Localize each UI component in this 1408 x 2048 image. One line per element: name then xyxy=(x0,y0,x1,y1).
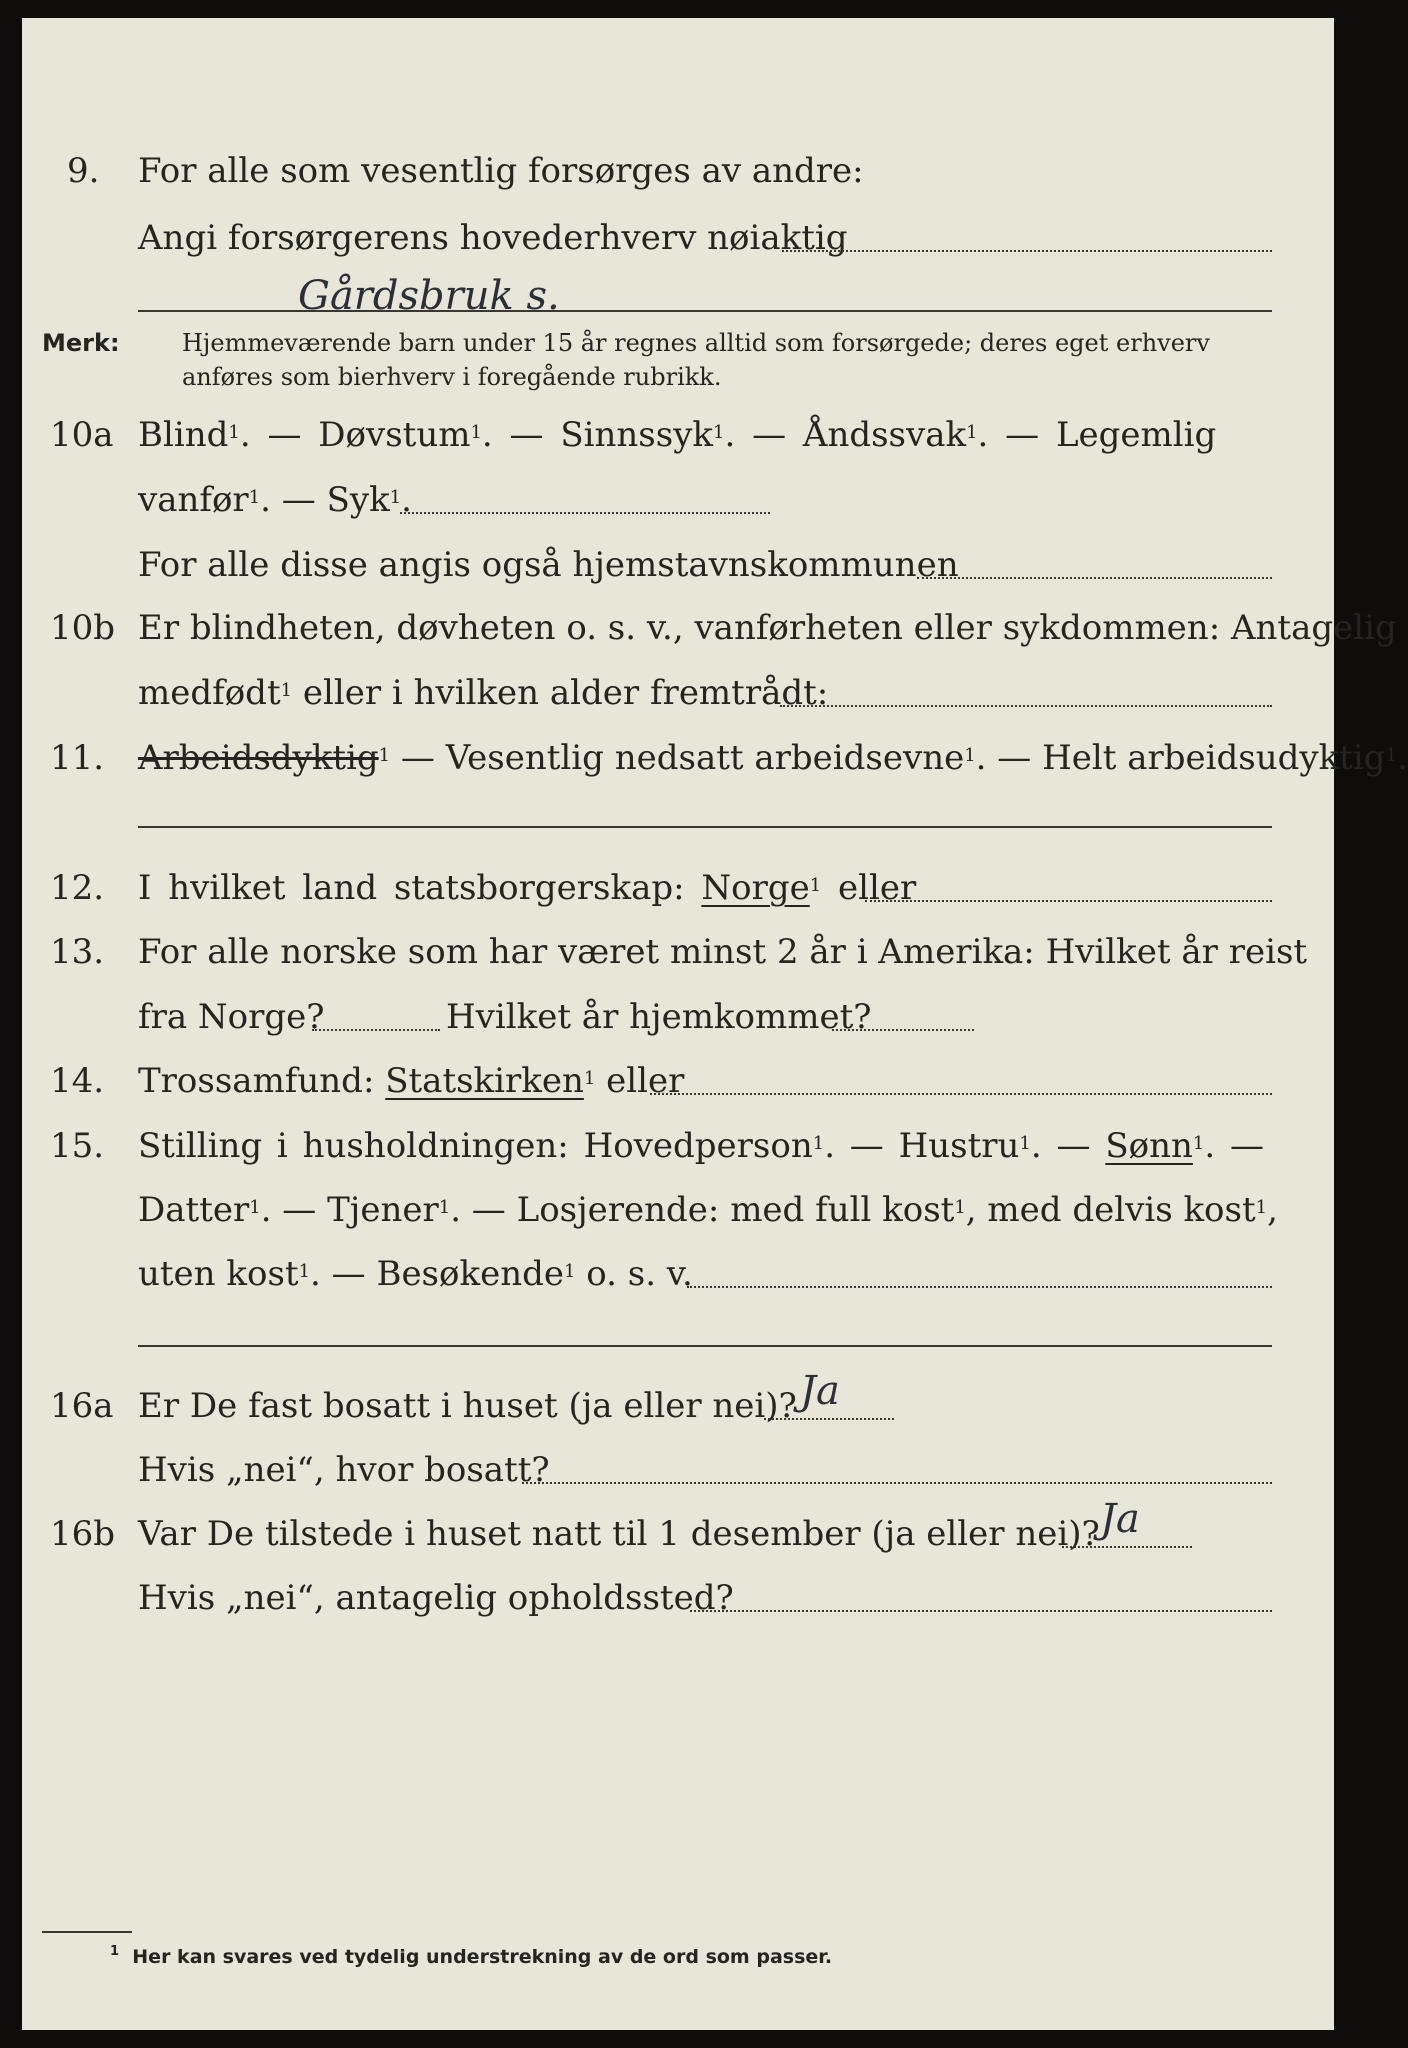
merk-text-1: Hjemmeværende barn under 15 år regnes alltid som forsørgede; deres eget erhverv xyxy=(182,329,1210,357)
footnote: $^1$ Her kan svares ved tydelig understrekning av de ord som passer. xyxy=(110,1944,833,1968)
q15-number: 15. xyxy=(50,1126,105,1166)
q14-line: Trossamfund: Statskirken$^1$ eller xyxy=(138,1061,685,1101)
q12-selected-norge[interactable]: Norge xyxy=(701,868,810,908)
q10a-line3: For alle disse angis også hjemstavnskommunen xyxy=(138,545,959,585)
q10a-number: 10a xyxy=(50,415,114,455)
q16b-number: 16b xyxy=(50,1514,116,1554)
q9-prompt: Angi forsørgerens hovederhverv nøiaktig xyxy=(138,218,848,258)
q16a-bosatt-line[interactable] xyxy=(522,1482,1272,1484)
q10b-answer-line[interactable] xyxy=(780,705,1272,707)
q16b-line2: Hvis „nei“, antagelig opholdssted? xyxy=(138,1578,734,1618)
q15-line3: uten kost$^1$. — Besøkende$^1$ o. s. v. xyxy=(138,1254,693,1294)
q16a-number: 16a xyxy=(50,1386,114,1426)
q13-hjemkommet-line[interactable] xyxy=(832,1029,974,1031)
q10b-number: 10b xyxy=(50,608,116,648)
q12-number: 12. xyxy=(50,868,105,908)
q11-answer-line[interactable] xyxy=(138,826,1272,828)
footnote-rule xyxy=(42,1931,132,1933)
q16a-line2: Hvis „nei“, hvor bosatt? xyxy=(138,1450,550,1490)
q13-line2b: Hvilket år hjemkommet? xyxy=(446,997,872,1037)
q16a-answer-line[interactable] xyxy=(764,1418,894,1420)
q14-selected-statskirken[interactable]: Statskirken xyxy=(385,1061,584,1101)
q16a-line1: Er De fast bosatt i huset (ja eller nei)? xyxy=(138,1386,797,1426)
q10a-line1: Blind$^1$. — Døvstum$^1$. — Sinnssyk$^1$. — Åndssvak$^1$. — Legemlig xyxy=(138,415,1217,455)
q14-number: 14. xyxy=(50,1061,105,1101)
q10a-line2: vanfør$^1$. — Syk$^1$. xyxy=(138,480,412,520)
q15-line2: Datter$^1$. — Tjener$^1$. — Losjerende: med full kost$^1$, med delvis kost$^1$, xyxy=(138,1190,1278,1230)
q9-answer-line[interactable] xyxy=(782,250,1272,252)
census-form-page xyxy=(22,18,1408,2030)
q13-line2a: fra Norge? xyxy=(138,997,325,1037)
q15-line1: Stilling i husholdningen: Hovedperson$^1$. — Hustru$^1$. — Sønn$^1$. — xyxy=(138,1126,1264,1166)
q13-number: 13. xyxy=(50,932,105,972)
q13-line1: For alle norske som har været minst 2 år i Amerika: Hvilket år reist xyxy=(138,932,1308,972)
q9-handwritten-answer: Gårdsbruk s. xyxy=(298,273,560,319)
q11-number: 11. xyxy=(50,738,105,778)
q15-selected-sonn[interactable]: Sønn xyxy=(1105,1126,1193,1166)
q12-line: I hvilket land statsborgerskap: Norge$^1$ eller xyxy=(138,868,917,908)
q11-struck-option[interactable]: Arbeidsdyktig xyxy=(138,738,379,778)
q14-answer-line[interactable] xyxy=(650,1093,1272,1095)
q11-line: Arbeidsdyktig$^1$ — Vesentlig nedsatt arbeidsevne$^1$. — Helt arbeidsudyktig$^1$. xyxy=(138,738,1408,778)
q15-answer-line[interactable] xyxy=(687,1286,1272,1288)
q10a-answer-line[interactable] xyxy=(400,512,770,514)
q10b-line2: medfødt$^1$ eller i hvilken alder fremtrådt: xyxy=(138,673,829,713)
q16b-handwritten-answer: Ja xyxy=(1100,1496,1140,1542)
q9-question: For alle som vesentlig forsørges av andre: xyxy=(138,151,864,191)
q10b-line1: Er blindheten, døvheten o. s. v., vanførheten eller sykdommen: Antagelig xyxy=(138,608,1397,648)
merk-label: Merk: xyxy=(42,329,120,357)
q9-answer-line-2[interactable] xyxy=(138,310,1272,312)
merk-text-2: anføres som bierhverv i foregående rubrikk. xyxy=(182,363,722,391)
q13-reist-line[interactable] xyxy=(312,1029,440,1031)
q12-answer-line[interactable] xyxy=(865,900,1272,902)
q16b-answer-line[interactable] xyxy=(1062,1546,1192,1548)
q9-number: 9. xyxy=(67,151,100,191)
q16b-line1: Var De tilstede i huset natt til 1 desember (ja eller nei)? xyxy=(138,1514,1100,1554)
q16a-handwritten-answer: Ja xyxy=(800,1368,840,1414)
q15-answer-line-2[interactable] xyxy=(138,1345,1272,1347)
q16b-opholdssted-line[interactable] xyxy=(690,1610,1272,1612)
q10a-hjemstavn-line[interactable] xyxy=(917,577,1272,579)
